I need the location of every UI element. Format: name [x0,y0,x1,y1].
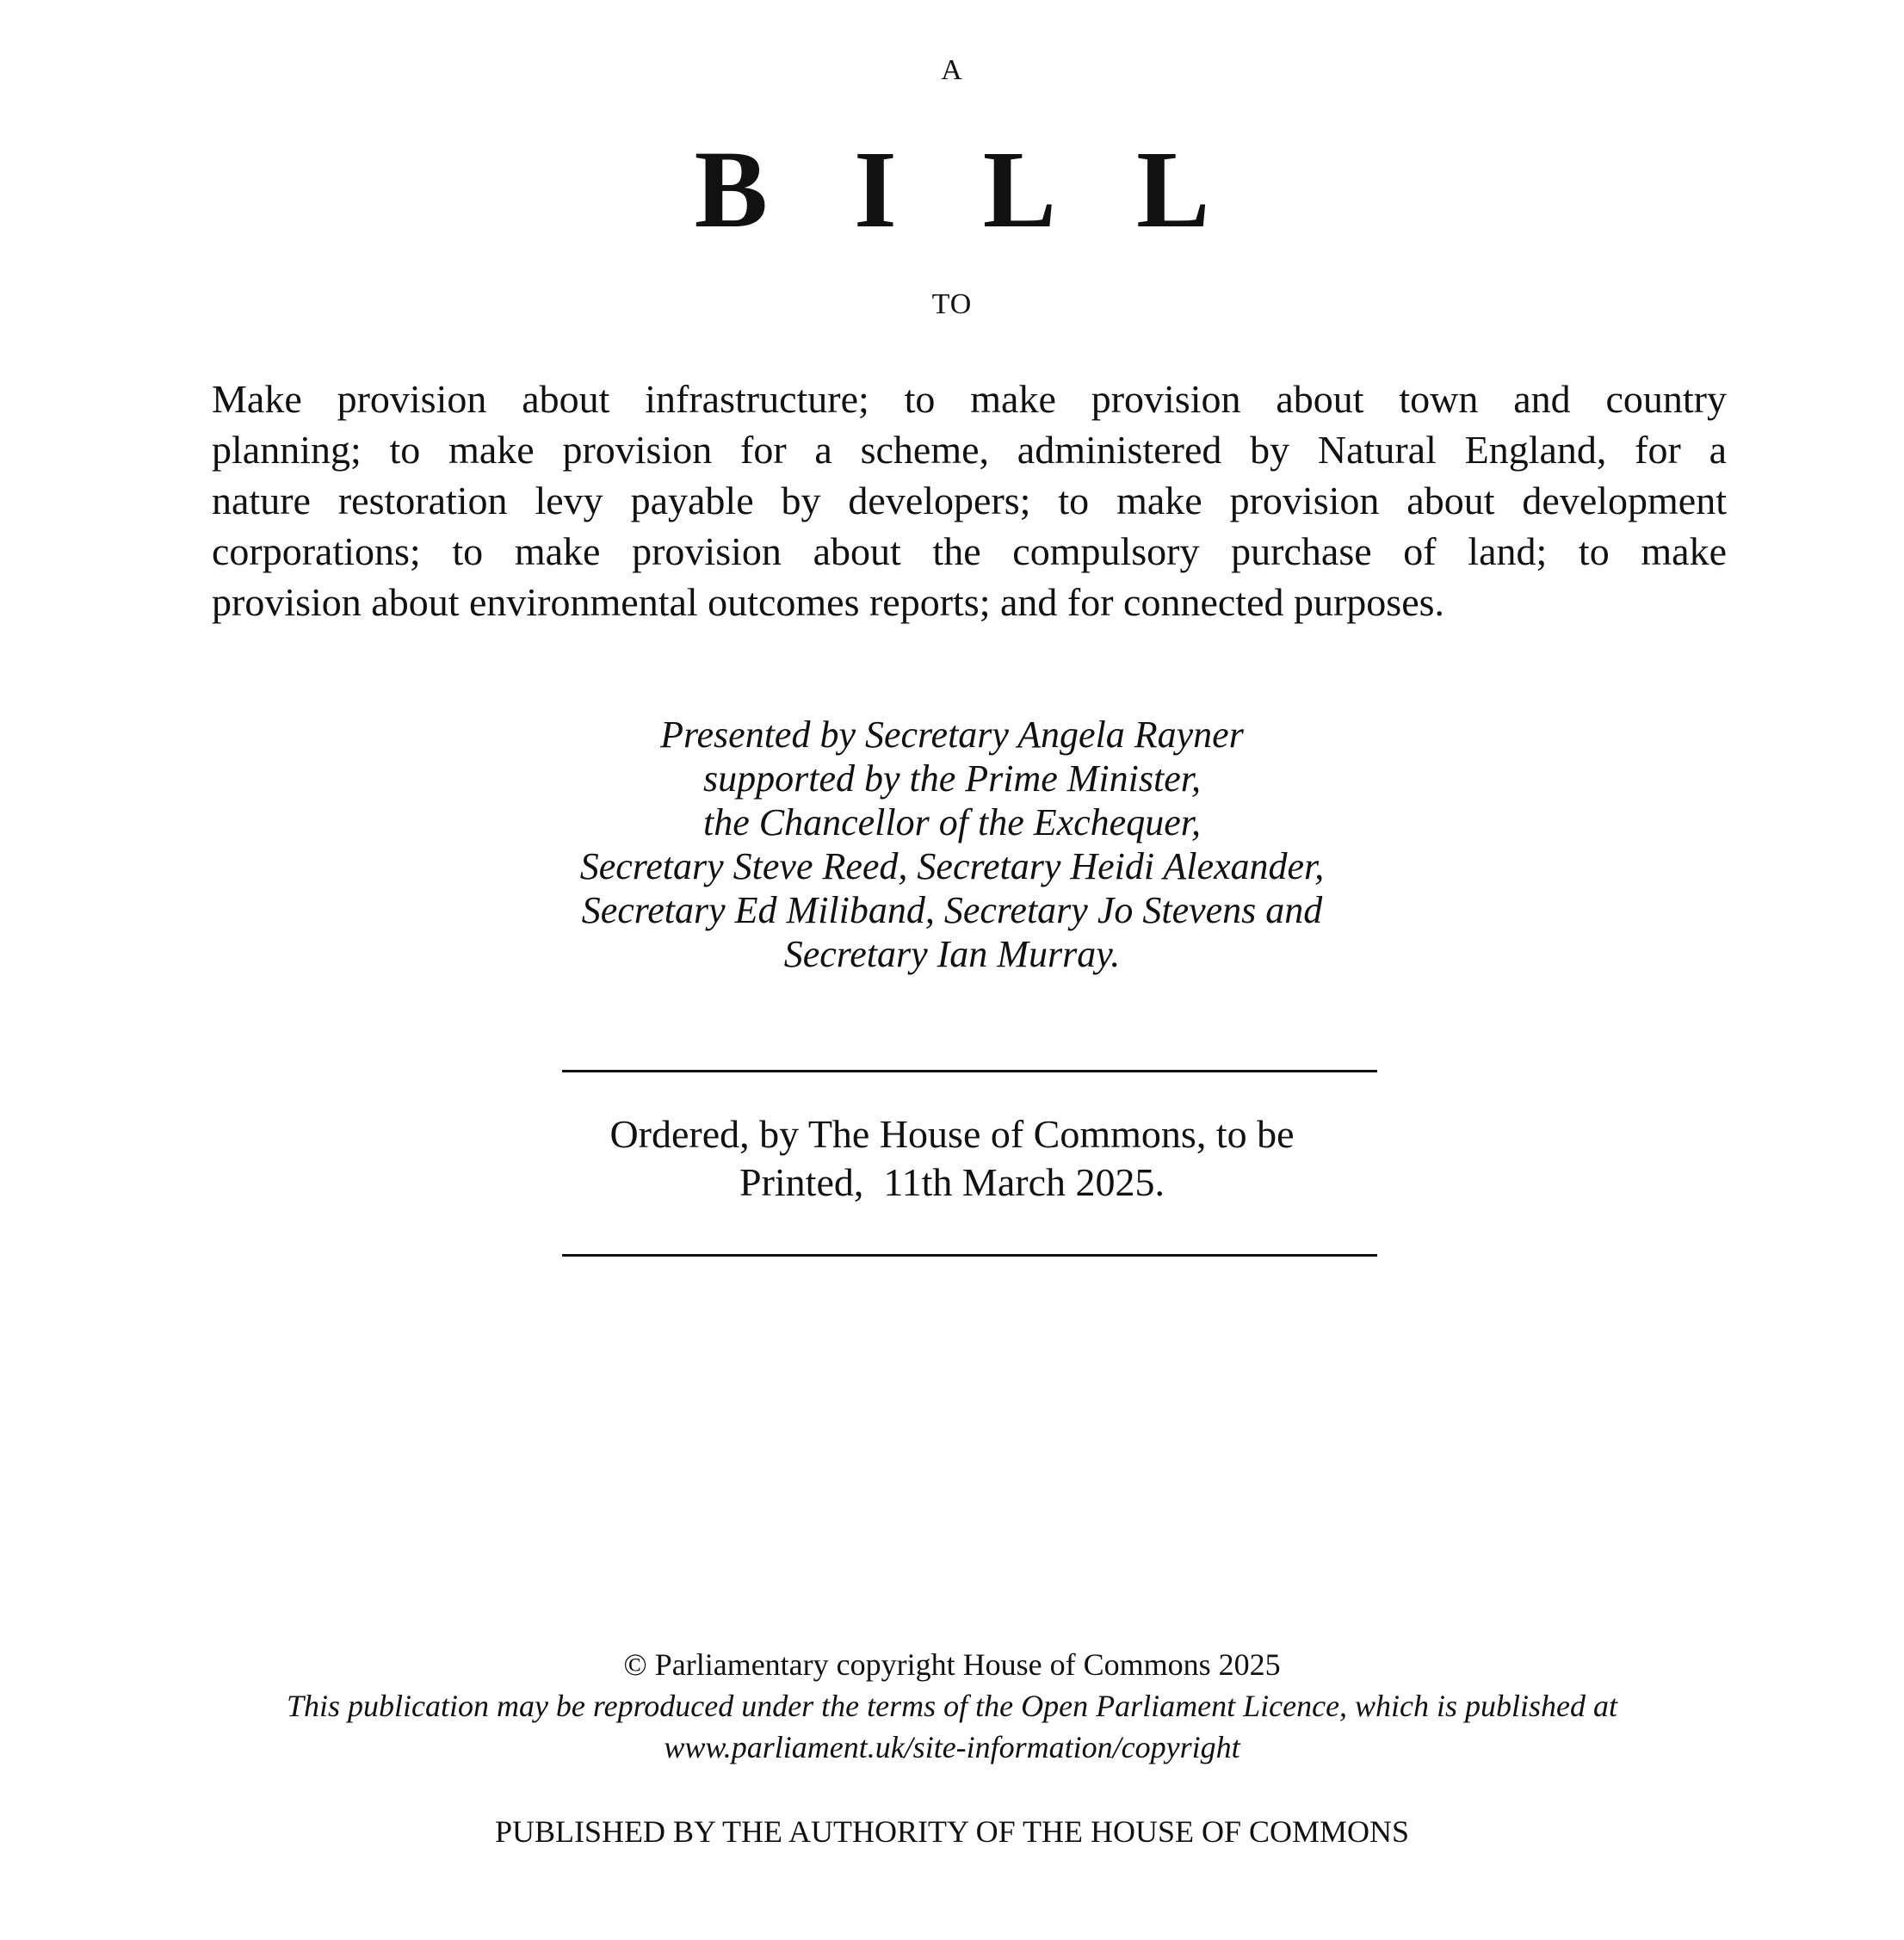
copyright-notice: © Parliamentary copyright House of Commons 2025 [623,1647,1281,1682]
presented-line: the Chancellor of the Exchequer, [703,801,1201,843]
presented-line: Secretary Ian Murray. [783,933,1121,975]
ordered-line: Printed, 11th March 2025. [739,1160,1165,1204]
presented-line: Secretary Ed Miliband, Secretary Jo Stevens and [581,889,1323,931]
licence-line: This publication may be reproduced under the terms of the Open Parliament Licence, which is published at [286,1689,1618,1723]
bill-to-label: TO [931,288,973,320]
presented-line: Secretary Steve Reed, Secretary Heidi Alexander, [579,845,1325,887]
long-title-line: provision about environmental outcomes reports; and for connected purposes. [212,580,1445,624]
published-by-authority: PUBLISHED BY THE AUTHORITY OF THE HOUSE OF COMMONS [494,1814,1410,1849]
long-title-line: corporations; to make provision about the compulsory purchase of land; to make [212,529,1727,573]
ordered-line: Ordered, by The House of Commons, to be [609,1112,1295,1156]
presented-line: Presented by Secretary Angela Rayner [660,714,1244,756]
bill-title: B I L L [694,128,1239,250]
long-title-line: planning; to make provision for a scheme, administered by Natural England, for a [212,428,1727,472]
licence-notice [0,1685,1904,1768]
ordered-to-be-printed [0,1110,1904,1207]
presented-by-block [0,713,1904,976]
divider-rule-bottom [562,1254,1377,1257]
bill-long-title [212,374,1727,627]
divider-rule-top [562,1070,1377,1072]
licence-url: www.parliament.uk/site-information/copyright [664,1730,1240,1764]
long-title-line: nature restoration levy payable by developers; to make provision about development [212,479,1727,522]
bill-article: A [941,54,963,86]
presented-line: supported by the Prime Minister, [702,757,1202,800]
long-title-line: Make provision about infrastructure; to make provision about town and country [212,377,1727,421]
